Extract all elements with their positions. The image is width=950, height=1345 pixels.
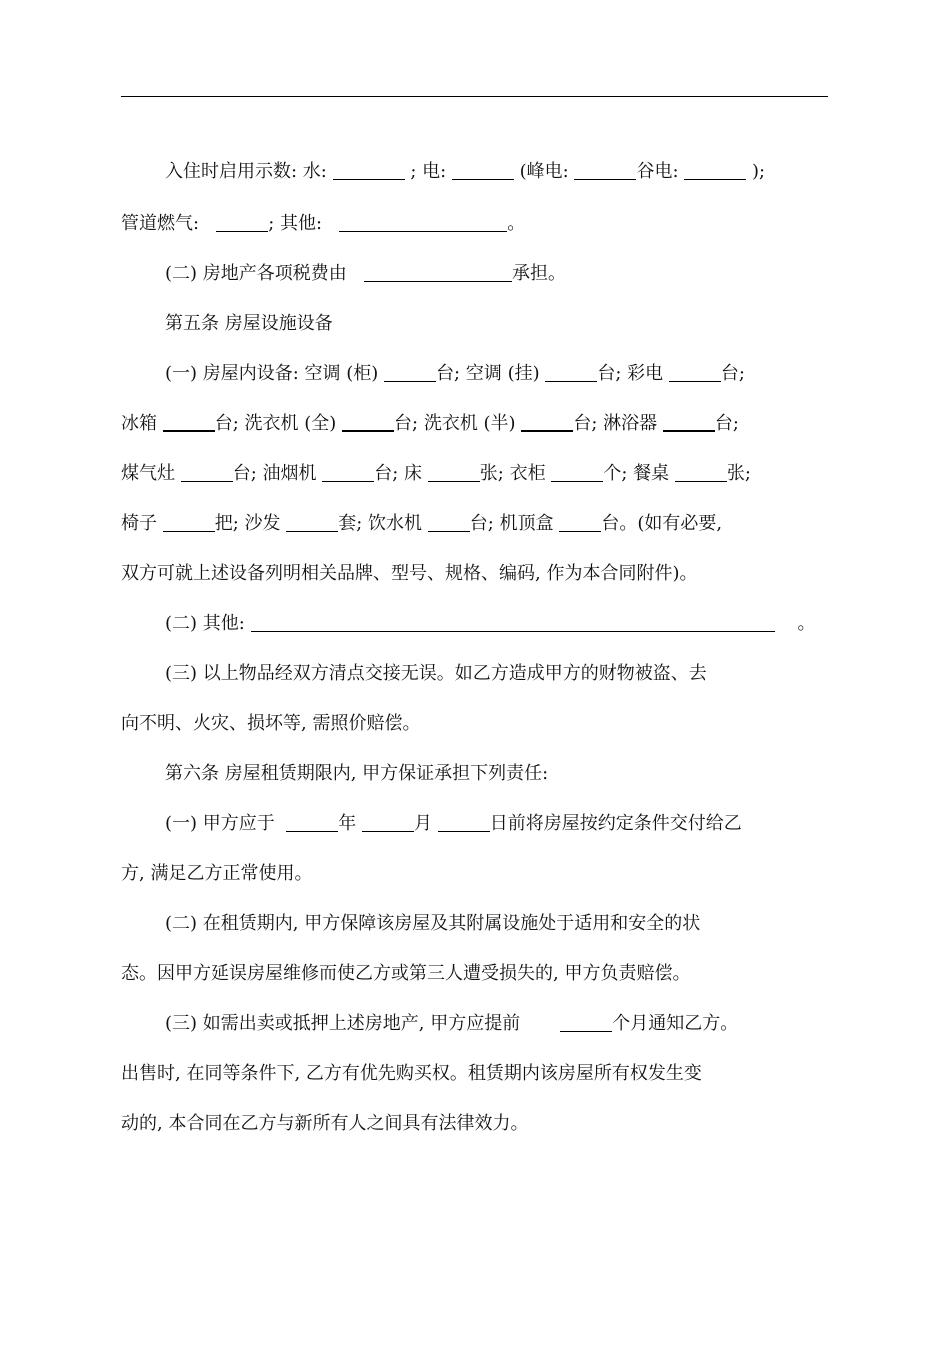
valley-electricity-field[interactable] <box>684 161 746 180</box>
wall-ac-field[interactable] <box>545 363 597 382</box>
meter-readings-line <box>165 160 765 184</box>
equipment-line-4 <box>121 512 722 536</box>
sale-clause-line-3: 动的, 本合同在乙方与新所有人之间具有法律效力。 <box>121 1113 529 1134</box>
electricity-field[interactable] <box>452 161 514 180</box>
other-readings-field[interactable] <box>339 213 507 232</box>
delivery-clause-line-2: 方, 满足乙方正常使用。 <box>121 863 313 884</box>
water-dispenser-field[interactable] <box>428 513 470 532</box>
label: (三) 如需出卖或抵押上述房地产, 甲方应提前 <box>165 1013 521 1034</box>
label: 台; 洗衣机 (半) <box>394 413 516 434</box>
label: 台; 空调 (挂) <box>436 363 540 384</box>
gas-stove-field[interactable] <box>181 463 233 482</box>
equipment-note: 双方可就上述设备列明相关品牌、型号、规格、编码, 作为本合同附件)。 <box>121 563 698 584</box>
label: 。 <box>797 613 816 634</box>
label: 台; 机顶盒 <box>469 513 554 534</box>
delivery-month-field[interactable] <box>362 813 414 832</box>
label: 台; <box>714 413 739 434</box>
washer-auto-field[interactable] <box>342 412 394 432</box>
maintenance-clause-line-2: 态。因甲方延误房屋维修而使乙方或第三人遭受损失的, 甲方负责赔偿。 <box>121 963 691 984</box>
label: 台; 淋浴器 <box>573 413 658 434</box>
label: 个; 餐桌 <box>603 463 670 484</box>
label: 煤气灶 <box>121 463 175 484</box>
tax-bearer-field[interactable] <box>364 263 512 282</box>
handover-clause-line-1: (三) 以上物品经双方清点交接无误。如乙方造成甲方的财物被盗、去 <box>165 663 707 684</box>
label: 月 <box>413 813 432 834</box>
label: ); <box>752 161 766 182</box>
fridge-field[interactable] <box>163 412 215 432</box>
gas-field[interactable] <box>216 213 268 232</box>
bed-field[interactable] <box>428 463 480 482</box>
label: 入住时启用示数: 水: <box>165 161 327 182</box>
label: 承担。 <box>511 263 566 284</box>
label: ; 其他: <box>268 213 323 234</box>
label: 套; 饮水机 <box>338 513 423 534</box>
article-6-heading: 第六条 房屋租赁期限内, 甲方保证承担下列责任: <box>165 763 549 784</box>
maintenance-clause-line-1: (二) 在租赁期内, 甲方保障该房屋及其附属设施处于适用和安全的状 <box>165 913 701 934</box>
label: (二) 房地产各项税费由 <box>165 263 347 284</box>
label: (二) 其他: <box>165 613 245 634</box>
wardrobe-field[interactable] <box>551 463 603 482</box>
label: 台; 油烟机 <box>232 463 317 484</box>
label: 椅子 <box>121 513 157 534</box>
label: ; 电: <box>410 161 447 182</box>
label: 年 <box>338 813 357 834</box>
label: 个月通知乙方。 <box>612 1013 739 1034</box>
sale-notice-line <box>165 1012 738 1036</box>
label: 谷电: <box>636 161 679 182</box>
label: 台; 洗衣机 (全) <box>214 413 337 434</box>
handover-clause-line-2: 向不明、火灾、损坏等, 需照价赔偿。 <box>121 713 421 734</box>
article-5-heading: 第五条 房屋设施设备 <box>165 313 333 334</box>
equipment-line-2 <box>121 412 739 436</box>
label: 台; 床 <box>374 463 423 484</box>
washer-semi-field[interactable] <box>521 412 573 432</box>
tv-field[interactable] <box>669 363 721 382</box>
other-items-line <box>165 612 815 636</box>
sofa-field[interactable] <box>286 513 338 532</box>
peak-electricity-field[interactable] <box>574 161 636 180</box>
water-field[interactable] <box>333 161 405 180</box>
label: 张; <box>726 463 751 484</box>
chair-field[interactable] <box>163 513 215 532</box>
range-hood-field[interactable] <box>322 463 374 482</box>
shower-field[interactable] <box>663 412 715 432</box>
dining-table-field[interactable] <box>675 463 727 482</box>
tax-line <box>165 262 566 286</box>
label: 。 <box>507 213 526 234</box>
label: 管道燃气: <box>121 213 200 234</box>
gas-other-line <box>121 212 525 236</box>
cabinet-ac-field[interactable] <box>384 363 436 382</box>
equipment-line-1 <box>165 362 745 386</box>
sale-clause-line-2: 出售时, 在同等条件下, 乙方有优先购买权。租赁期内该房屋所有权发生变 <box>121 1063 702 1084</box>
delivery-day-field[interactable] <box>438 813 490 832</box>
label: (一) 甲方应于 <box>165 813 275 834</box>
label: (一) 房屋内设备: 空调 (柜) <box>165 363 379 384</box>
set-top-box-field[interactable] <box>559 513 601 532</box>
header-rule <box>121 96 828 97</box>
label: (峰电: <box>519 161 569 182</box>
other-items-field[interactable] <box>251 613 775 632</box>
label: 把; 沙发 <box>214 513 281 534</box>
label: 台。(如有必要, <box>601 513 723 534</box>
label: 台; 彩电 <box>597 363 664 384</box>
label: 台; <box>720 363 745 384</box>
label: 张; 衣柜 <box>479 463 546 484</box>
label: 日前将房屋按约定条件交付给乙 <box>489 813 742 834</box>
notice-months-field[interactable] <box>560 1013 612 1032</box>
label: 冰箱 <box>121 413 157 434</box>
delivery-year-field[interactable] <box>286 813 338 832</box>
equipment-line-3 <box>121 462 751 486</box>
delivery-date-line <box>165 812 742 836</box>
